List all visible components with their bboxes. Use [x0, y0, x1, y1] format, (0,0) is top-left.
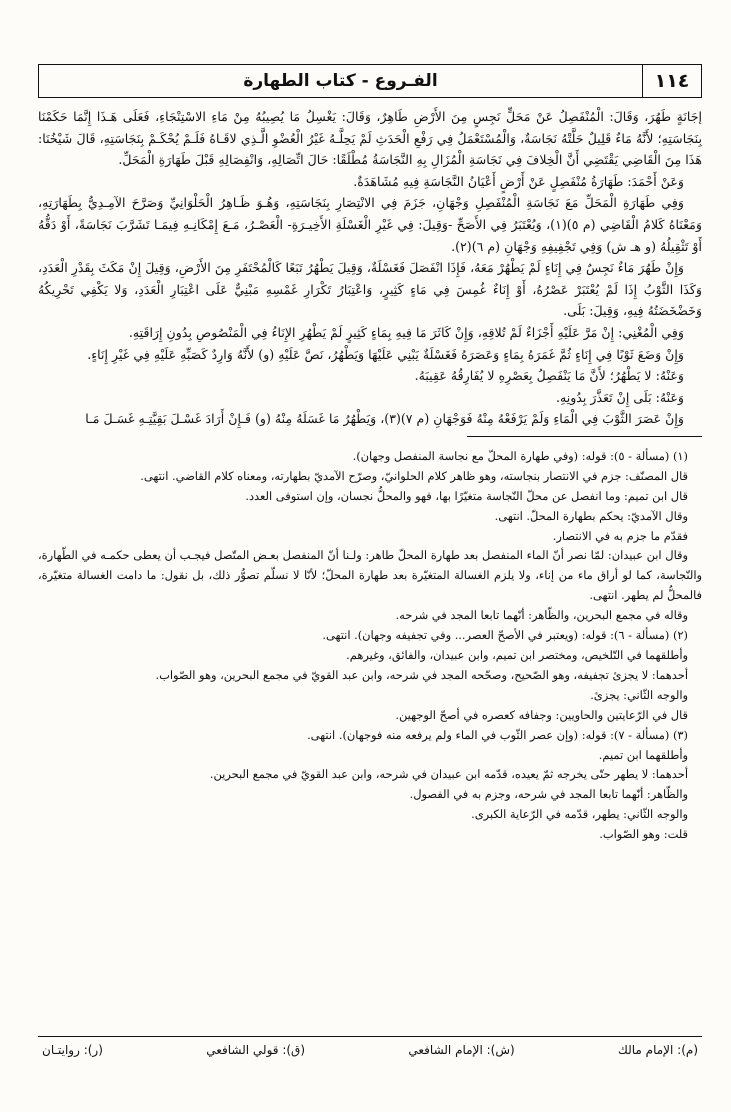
key-two-narrations: (ر): روايتـان	[42, 1043, 103, 1057]
footnote-line: قلت: وهو الصّواب.	[599, 827, 688, 842]
footnote-line: أحدهما: لا يجزئ تجفيفه، وهو الصّحيح، وصحّحه المجد في شرحه، وابن عبد القويّ في مجمع البحرين، وهو الصّواب.	[155, 667, 688, 682]
paragraph: وَإِنْ عَصَرَ الثَّوْبَ فِي الْمَاءِ وَلَمْ يَرْفَعْهُ مِنْهُ فَوَجْهَانِ (م ٧)(٣)، وَيَطْهُرُ مَا غَسَلَهُ مِنْهُ (و) فَـإِنْ أَرَادَ غَسْـلَ بَقِيَّتِـهِ غَسَـلَ مَـا	[85, 411, 684, 427]
footnote-line: قال في الرّعايتين والحاويين: وجفافه كعصره في أصحّ الوجهين.	[395, 707, 688, 722]
footnotes	[38, 447, 702, 845]
footnote-line: قال المصنّف: جزم في الانتصار بنجاسته، وهو ظاهر كلام الحلوانيّ، وصرّح الآمديّ بطهارته، ومعناه كلام القاضي. انتهى.	[140, 468, 688, 483]
paragraph: وَعَنْ أَحْمَدَ: طَهَارَةُ مُنْفَصِلٍ عَنْ أَرْضٍ أَعْيَانُ النَّجَاسَةِ فِيهِ مُشَاهَدَةٌ.	[353, 173, 684, 189]
footnote-line: والظّاهر: أنّهما تابعا المجد في شرحه، وجزم به في الفصول.	[409, 787, 688, 802]
footnote-line: والوجه الثّاني: يطهر، قدّمه في الرّعاية الكبرى.	[471, 807, 688, 822]
key-malik: (م): الإمام مالك	[617, 1043, 698, 1057]
paragraph: إجَانَةٍ طَهُرَ، وَقَالَ: الْمُنْفَصِلُ عَنْ مَحَلٍّ نَجِسٍ مِنَ الأَرْضِ طَاهِرٌ، وَقَالَ: يَغْسِلُ مَا يُصِيبُهُ مِنْ مَاءِ الاسْتِنْجَاءِ، فَعَلَى هَـذَا إِنَّمَا حَكَمْنَا بِنَجَاسَتِهِ؛ لأَنَّهُ مَاءٌ قَلِيلٌ حَلَّتْهُ نَجَاسَةٌ، وَالْمُسْتَعْمَلُ فِي رَفْعِ الْحَدَثِ لَمْ يَحِلَّـهُ غَيْرُ الْعُضْوِ الَّـذِي لاقَـاهُ فَلَـمْ يُحْكَـمْ بِنَجَاسَتِهِ، قَالَ شَيْخُنَا: هَذَا مِنَ الْقَاضِي يَقْتَضِي أَنَّ الْخِلافَ فِي نَجَاسَةِ الْمُزَالِ بِهِ النَّجَاسَةُ مُطْلَقًا: حَالَ اتِّصَالِهِ، وَانْفِصَالِهِ قَبْلَ طَهَارَةِ الْمَحَلِّ.	[38, 109, 702, 168]
footnote-line: فقدّم ما جزم به في الانتصار.	[552, 528, 688, 543]
running-title: الفـروع - كتاب الطهارة	[243, 71, 438, 91]
footnote-line: أحدهما: لا يطهر حتّى يخرجه ثمّ يعيده، قدّمه ابن عبيدان في شرحه، وابن عبد القويّ في مجمع البحرين.	[209, 767, 688, 782]
paragraph: وَعَنْهُ: لا يَطْهُرُ؛ لأَنَّ مَا يَنْفَصِلُ بِعَصْرِهِ لا يُفَارِقُهُ عَقِيبَهُ.	[414, 368, 684, 384]
footnote-line: وقال الآمديّ: يحكم بطهارة المحلّ. انتهى.	[494, 508, 688, 523]
footnote-line: وقال ابن عبيدان: لمّا نصر أنّ الماء المنفصل بعد طهارة المحلّ طاهر: ولـنا أنّ المنفصل بعـض المتّصل فيجـب أن يعطى حكمـه في الطّهارة، والنّجاسة، كما لو أراق ماء من إناء، ولا يلزم الغسالة المتغيّرة بعد طهارة المحلّ؛ لأنّا لا نسلّم تصوُّر ذلك، بل نقول: ما دامت الغسالة متغيّرة، فالمحلُّ لم يطهر. انتهى.	[38, 548, 702, 603]
footnote-line: وأطلقهما في التّلخيص، ومختصر ابن تميم، وابن عبيدان، والفائق، وغيرهم.	[346, 647, 688, 662]
footnote-line: قال ابن تميم: وما انفصل عن محلّ النّجاسة متغيّرًا بها، فهو والمحلُّ نجسان، وإن استوفى العدد.	[245, 488, 688, 503]
footnote-separator	[467, 436, 702, 437]
paragraph: وَإِنْ طَهُرَ مَاءٌ نَجِسٌ فِي إِنَاءٍ لَمْ يَطْهُرْ مَعَهُ، فَإِذَا انْفَصَلَ فَغَسْلَةٌ، وَقِيلَ يَطْهُرُ تَبَعًا كَالْمُحْتَفَرِ مِنَ الأَرْضِ، وَقِيلَ إِنْ مَكَثَ بِقَدْرِ الْعَدَدِ، وَكَذَا الثَّوْبُ إِذَا لَمْ يُعْتَبَرْ عَصْرُهُ، أَوْ إِنَاءٌ غُمِسَ فِي مَاءٍ كَثِيرٍ، وَاعْتِبَارُ تَكْرَارِ غَمْسِهِ مَبْنِيٌّ عَلَى اعْتِبَارِ الْعَدَدِ، وَلا يَكْفِي تَحْرِيكُهُ وَخَضْخَضَتُهُ فِيهِ، وَقِيلَ: بَلَى.	[38, 260, 702, 319]
main-text	[38, 106, 702, 430]
page-body	[38, 64, 702, 845]
footnote-line: وقاله في مجمع البحرين، والظّاهر: أنّهما تابعا المجد في شرحه.	[395, 608, 688, 623]
page-number: ١١٤	[642, 65, 701, 97]
abbreviation-key	[38, 1036, 702, 1057]
paragraph: وَعَنْهُ: بَلَى إِنْ تَعَذَّرَ بِدُونِهِ.	[555, 389, 684, 405]
key-shafii-two-views: (ق): قولي الشافعي	[206, 1043, 306, 1057]
paragraph: وَإِنْ وَضَعَ ثَوْبًا فِي إِنَاءٍ ثُمَّ غَمَرَهُ بِمَاءٍ وَعَصَرَهُ فَغَسْلَةٌ يَبْنِي عَلَيْهَا وَيَطْهُرُ، نَصَّ عَلَيْهِ (و) لأَنَّهُ وَارِدٌ كَصَبِّهِ عَلَيْهِ فِي غَيْرِ إِنَاءٍ.	[87, 346, 684, 362]
paragraph: وَفِي طَهَارَةِ الْمَحَلِّ مَعَ نَجَاسَةِ الْمُنْفَصِلِ وَجْهَانِ، جَزَمَ فِي الانْتِصَارِ بِنَجَاسَتِهِ، وَهُـوَ ظَـاهِرُ الْحَلْوَانِيِّ وَصَرَّحَ الآمِـدِيُّ بِطَهَارَتِهِ، وَمَعْنَاهُ كَلامُ الْقَاضِي (م ٥)(١)، وَيُعْتَبَرُ فِي الأَصَحِّ -وَقِيلَ: فِي غَيْرِ الْغَسْلَةِ الأَخِيـرَةِ- الْعَصْـرُ، مَـعَ إِمْكَانِـهِ فِيمَـا تَشَرَّبَ نَجَاسَةً، أَوْ دَقُّهُ أَوْ تَثْقِيلُهُ (و هـ ش) وَفِي تَجْفِيفِهِ وَجْهَانِ (م ٦)(٢).	[38, 195, 703, 254]
page-header	[38, 64, 702, 98]
footnote-line: (٢) (مسألة - ٦): قوله: (ويعتبر في الأصحّ العصر... وفي تجفيفه وجهان). انتهى.	[322, 628, 688, 643]
key-shafii: (ش): الإمام الشافعي	[408, 1043, 515, 1057]
footnote-line: (١) (مسألة - ٥): قوله: (وفي طهارة المحلّ مع نجاسة المنفصل وجهان).	[352, 448, 688, 463]
footnote-line: وأطلقهما ابن تميم.	[598, 747, 688, 762]
footnote-line: والوجه الثّاني: يجزئ.	[590, 687, 688, 702]
paragraph: وَفِي الْمُغْنِي: إِنْ مَرَّ عَلَيْهِ أَجْزَاءٌ لَمْ تُلاقِهِ، وَإِنْ كَاثَرَ مَا فِيهِ بِمَاءٍ كَثِيرٍ لَمْ يَطْهُرِ الإِنَاءُ فِي الْمَنْصُوصِ بِدُونِ إِرَاقَتِهِ.	[128, 324, 684, 340]
footnote-line: (٣) (مسألة - ٧): قوله: (وإن عصر الثّوب في الماء ولم يرفعه منه فوجهان). انتهى.	[307, 727, 688, 742]
